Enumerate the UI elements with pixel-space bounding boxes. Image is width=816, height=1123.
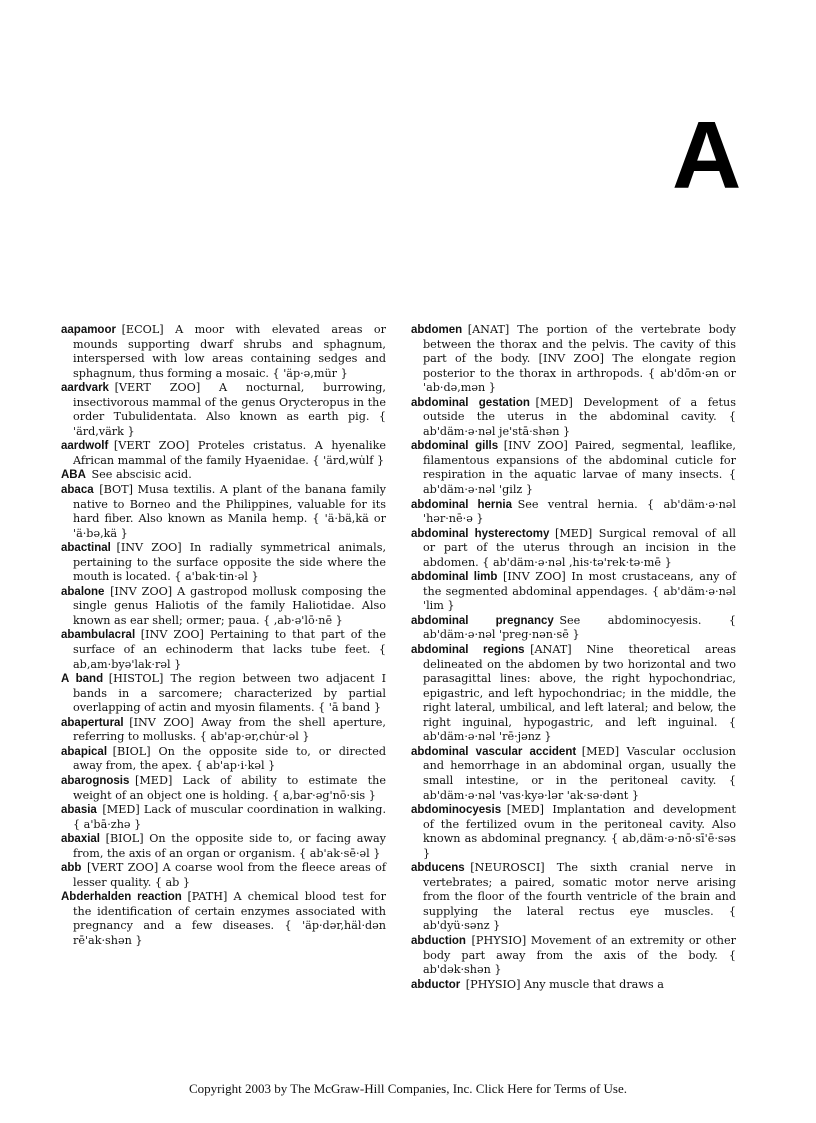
dictionary-entry — [61, 861, 386, 890]
entry-headword: abdominal limb — [411, 571, 498, 584]
entry-definition: [MED] Implantation and development of the fertilized ovum in the peritoneal cavity. Also known as abdominal pregnancy. { ab,däm·ə·nō·sī'ē·səs } — [423, 803, 736, 860]
entry-headword: abducens — [411, 862, 465, 875]
dictionary-entry — [411, 439, 736, 497]
entry-definition: [INV ZOO] Away from the shell aperture, referring to mollusks. { ab'ap·ər,chu̇r·əl } — [73, 715, 386, 744]
entry-definition: [BOT] Musa textilis. A plant of the banana family native to Borneo and the Philippines, valuable for its hard fiber. Also known as Manila hemp. { 'ä·bä,kä or 'ä·bə,kä } — [73, 483, 386, 540]
entry-headword: abdominal hysterectomy — [411, 527, 550, 540]
entry-definition: [ANAT] The portion of the vertebrate body between the thorax and the pelvis. The cavity of this part of the body. [INV ZOO] The elongate region posterior to the thorax in arthropods. { ab'dōm·ən or 'ab·də,mən } — [423, 323, 736, 395]
entry-headword: abdominal gestation — [411, 396, 530, 409]
entry-definition: See ventral hernia. { ab'däm·ə·nəl 'hər·nē·ə } — [423, 497, 737, 526]
entry-headword: abdominal pregnancy — [411, 614, 554, 627]
entry-headword: abdomen — [411, 324, 463, 336]
dictionary-entry — [411, 643, 736, 745]
dictionary-entry — [411, 323, 736, 396]
dictionary-entry — [61, 541, 386, 585]
entry-headword: abarognosis — [61, 774, 130, 787]
dictionary-entry — [411, 861, 736, 934]
dictionary-entry — [411, 396, 736, 440]
entry-definition: [MED] Lack of ability to estimate the weight of an object one is holding. { a,bar·əg'nō·sis } — [73, 773, 386, 802]
entry-definition: [PATH] A chemical blood test for the identification of certain enzymes associated with pregnancy and a few diseases. { 'äp·dər,häl·dən rē'ak·shən } — [73, 890, 387, 947]
dictionary-entry — [61, 585, 386, 629]
entry-definition: See abdominocyesis. { ab'däm·ə·nəl 'preg·nən·sē } — [423, 613, 736, 642]
entry-headword: A band — [61, 673, 104, 686]
entry-definition: [MED] Vascular occlusion and hemorrhage in an abdominal organ, usually the small intestine, or in the peritoneal cavity. { ab'däm·ə·nəl 'vas·kyə·lər 'ak·sə·dənt } — [423, 744, 736, 802]
dictionary-entry — [61, 323, 386, 381]
entry-headword: Abderhalden reaction — [61, 891, 182, 904]
entry-headword: abaca — [61, 484, 94, 497]
dictionary-entry — [61, 628, 386, 672]
entry-definition: [NEUROSCI] The sixth cranial nerve in vertebrates; a paired, somatic motor nerve arising from the floor of the fourth ventricle of the brain and supplying the lateral rectus eye muscles. { ab'dyü·sənz } — [423, 861, 736, 933]
dictionary-entry — [411, 527, 736, 571]
entry-headword: abambulacral — [61, 629, 136, 642]
entry-definition: [MED] Lack of muscular coordination in walking. { a'bā·zhə } — [73, 803, 386, 831]
entry-definition: [MED] Surgical removal of all or part of the uterus through an incision in the abdomen. { ab'däm·ə·nəl ,his·tə'rek·tə·mē } — [423, 526, 737, 569]
dictionary-entry — [61, 381, 386, 439]
entry-headword: abasia — [61, 804, 97, 817]
entry-definition: [VERT ZOO] A coarse wool from the fleece areas of lesser quality. { ab } — [73, 861, 386, 889]
entry-headword: ABA — [61, 469, 86, 482]
dictionary-entry — [61, 483, 386, 541]
entry-headword: abapical — [61, 745, 108, 758]
entry-headword: abdominal regions — [411, 644, 525, 657]
entry-headword: abdominal vascular accident — [411, 745, 577, 758]
entry-definition: [INV ZOO] Pertaining to that part of the surface of an echinoderm that lacks tube feet. { ab,am·byə'lak·rəl } — [73, 628, 386, 671]
entry-definition: [BIOL] On the opposite side to, or facing away from, the axis of an organ or organism. { ab'ak·sē·əl } — [73, 832, 386, 860]
copyright-footer[interactable]: Copyright 2003 by The McGraw-Hill Companies, Inc. Click Here for Terms of Use. — [189, 1081, 627, 1096]
entry-definition: See abscisic acid. — [91, 468, 192, 482]
dictionary-entry — [61, 716, 386, 745]
entry-definition: [INV ZOO] A gastropod mollusk composing the single genus Haliotis of the family Haliotidae. Also known as ear shell; ormer; paua. { ,ab·ə'lō·nē } — [73, 584, 386, 627]
entry-definition: [MED] Development of a fetus outside the uterus in the abdominal cavity. { ab'däm·ə·nəl je'stā·shən } — [423, 395, 736, 438]
dictionary-entry — [411, 978, 736, 993]
entry-headword: abaxial — [61, 833, 100, 846]
entry-headword: abapertural — [61, 716, 124, 729]
entry-definition: [BIOL] On the opposite side to, or directed away from, the apex. { ab'ap·i·kəl } — [73, 744, 386, 773]
entry-headword: abdominocyesis — [411, 804, 502, 817]
entry-headword: abductor — [411, 978, 461, 991]
entry-headword: aardvark — [61, 382, 109, 395]
entry-definition: [INV ZOO] In most crustaceans, any of the segmented abdominal appendages. { ab'däm·ə·nəl 'lim } — [423, 570, 736, 613]
dictionary-entry — [411, 745, 736, 803]
dictionary-entry — [411, 570, 736, 614]
dictionary-entry — [61, 803, 386, 832]
entry-headword: abalone — [61, 585, 105, 598]
dictionary-entry — [61, 832, 386, 861]
dictionary-entry — [411, 934, 736, 978]
entry-headword: abactinal — [61, 542, 111, 555]
dictionary-entry — [411, 498, 736, 527]
entry-definition: [PHYSIO] Any muscle that draws a — [465, 977, 664, 991]
dictionary-entry — [61, 439, 386, 468]
entry-definition: [VERT ZOO] Proteles cristatus. A hyenalike African mammal of the family Hyaenidae. { 'ärd,wu̇lf } — [73, 439, 386, 467]
entry-headword: abb — [61, 862, 82, 875]
entry-headword: abduction — [411, 934, 466, 947]
dictionary-entry — [61, 745, 386, 774]
entry-definition: [ANAT] Nine theoretical areas delineated on the abdomen by two horizontal and two parasagittal lines: above, the right hypochondriac, epigastric, and left hypochondriac; in the middle, the right lateral, umbilical, and left lateral; and below, the right inguinal, hypogastric, and left inguinal. { ab'däm·ə·nəl 'rē·jənz } — [423, 643, 736, 744]
entry-definition: [PHYSIO] Movement of an extremity or other body part away from the axis of the body. { ab'dək·shən } — [423, 933, 736, 977]
entry-definition: [INV ZOO] Paired, segmental, leaflike, filamentous expansions of the abdominal cuticle for respiration in the aquatic larvae of many insects. { ab'däm·ə·nəl 'gilz } — [423, 439, 736, 497]
left-column — [61, 323, 386, 949]
entry-definition: [HISTOL] The region between two adjacent I bands in a sarcomere; characterized by partial overlapping of actin and myosin filaments. { 'ā band } — [73, 672, 387, 715]
dictionary-entry — [61, 890, 386, 948]
dictionary-entry — [61, 672, 386, 716]
entry-definition: [VERT ZOO] A nocturnal, burrowing, insectivorous mammal of the genus Orycteropus in the order Tubulidentata. Also known as earth pig. { 'ärd,värk } — [73, 381, 386, 438]
dictionary-entry — [411, 614, 736, 643]
entry-headword: aapamoor — [61, 324, 116, 336]
entry-headword: aardwolf — [61, 440, 109, 453]
entry-definition: [INV ZOO] In radially symmetrical animals, pertaining to the surface opposite the side where the mouth is located. { a'bak·tin·əl } — [73, 541, 386, 584]
dictionary-entry — [411, 803, 736, 861]
entry-headword: abdominal gills — [411, 440, 499, 453]
dictionary-entry — [61, 774, 386, 803]
section-letter: A — [672, 102, 742, 209]
right-column — [411, 323, 736, 992]
entry-definition: [ECOL] A moor with elevated areas or mounds supporting dwarf shrubs and sphagnum, interspersed with low areas containing sedges and sphagnum, thus forming a mosaic. { 'äp·ə,mür } — [73, 323, 386, 380]
dictionary-entry — [61, 468, 386, 483]
entry-headword: abdominal hernia — [411, 498, 513, 511]
